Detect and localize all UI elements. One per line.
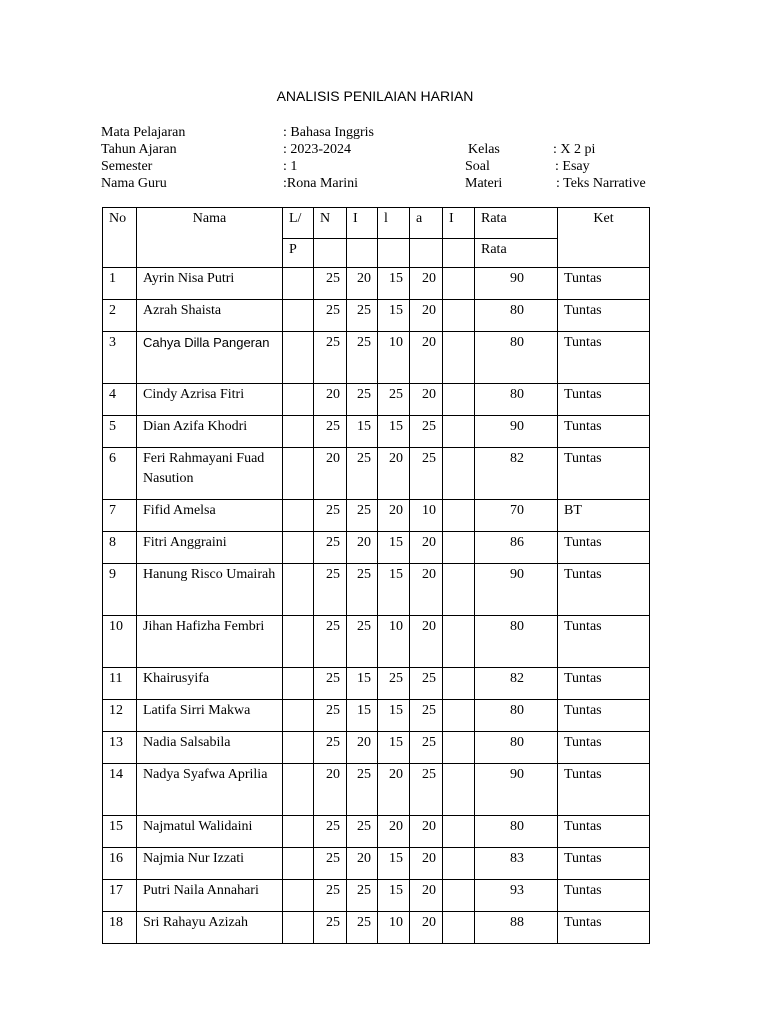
row-score-4: 20: [410, 848, 443, 880]
row-score-1: 25: [314, 500, 347, 532]
row-score-2: 25: [347, 300, 378, 332]
row-score-1: 25: [314, 616, 347, 668]
row-rata: 70: [475, 500, 558, 532]
row-lp: [283, 416, 314, 448]
row-lp: [283, 332, 314, 384]
row-score-1: 20: [314, 764, 347, 816]
table-row: [103, 880, 650, 912]
row-score-3: 15: [378, 268, 410, 300]
header-rata-bottom: Rata: [475, 239, 558, 268]
header-nilai-3: l: [378, 208, 410, 239]
row-score-3: 25: [378, 384, 410, 416]
row-no: 18: [103, 912, 137, 944]
table-row: [103, 564, 650, 616]
row-score-4: 25: [410, 416, 443, 448]
row-score-3: 20: [378, 500, 410, 532]
table-row: [103, 532, 650, 564]
row-score-4: 20: [410, 332, 443, 384]
header-nilai-5: I: [443, 208, 475, 239]
table-row: [103, 732, 650, 764]
row-score-2: 25: [347, 500, 378, 532]
table-row: [103, 848, 650, 880]
row-score-3: 15: [378, 700, 410, 732]
table-row: [103, 764, 650, 816]
row-score-5: [443, 880, 475, 912]
row-no: 1: [103, 268, 137, 300]
row-score-4: 20: [410, 268, 443, 300]
row-rata: 83: [475, 848, 558, 880]
row-no: 4: [103, 384, 137, 416]
row-no: 2: [103, 300, 137, 332]
row-score-4: 20: [410, 616, 443, 668]
row-score-2: 20: [347, 732, 378, 764]
row-lp: [283, 764, 314, 816]
row-score-2: 15: [347, 668, 378, 700]
row-score-2: 25: [347, 764, 378, 816]
row-score-3: 25: [378, 668, 410, 700]
header-nilai-2: I: [347, 208, 378, 239]
table-row: [103, 816, 650, 848]
row-score-4: 20: [410, 384, 443, 416]
semester-value: : 1: [283, 159, 298, 174]
row-score-3: 15: [378, 300, 410, 332]
row-rata: 80: [475, 300, 558, 332]
row-score-3: 20: [378, 764, 410, 816]
row-score-1: 25: [314, 332, 347, 384]
row-ket: Tuntas: [558, 912, 650, 944]
row-score-5: [443, 332, 475, 384]
table-row: [103, 332, 650, 384]
guru-value: :Rona Marini: [283, 176, 359, 191]
header-nilai-1: N: [314, 208, 347, 239]
row-score-3: 15: [378, 732, 410, 764]
row-score-1: 20: [314, 384, 347, 416]
materi-value: : Teks Narrative: [556, 176, 646, 191]
row-score-4: 25: [410, 700, 443, 732]
row-score-5: [443, 268, 475, 300]
row-nama: Sri Rahayu Azizah: [137, 912, 283, 944]
row-score-2: 25: [347, 332, 378, 384]
row-score-4: 25: [410, 764, 443, 816]
row-score-1: 25: [314, 732, 347, 764]
row-rata: 80: [475, 732, 558, 764]
row-score-3: 10: [378, 332, 410, 384]
row-ket: Tuntas: [558, 668, 650, 700]
page-title: ANALISIS PENILAIAN HARIAN: [276, 88, 474, 104]
row-rata: 90: [475, 416, 558, 448]
row-score-3: 15: [378, 532, 410, 564]
table-row: [103, 616, 650, 668]
row-score-3: 15: [378, 848, 410, 880]
table-row: [103, 912, 650, 944]
row-nama: Cindy Azrisa Fitri: [137, 384, 283, 416]
row-score-4: 20: [410, 300, 443, 332]
row-ket: Tuntas: [558, 764, 650, 816]
row-rata: 90: [475, 564, 558, 616]
row-rata: 80: [475, 332, 558, 384]
row-lp: [283, 732, 314, 764]
row-rata: 80: [475, 816, 558, 848]
table-row: [103, 448, 650, 500]
row-score-1: 25: [314, 416, 347, 448]
row-nama: Najmia Nur Izzati: [137, 848, 283, 880]
row-no: 14: [103, 764, 137, 816]
row-rata: 80: [475, 616, 558, 668]
row-nama: Hanung Risco Umairah: [137, 564, 283, 616]
row-nama: Ayrin Nisa Putri: [137, 268, 283, 300]
row-ket: Tuntas: [558, 564, 650, 616]
row-nama: Jihan Hafizha Fembri: [137, 616, 283, 668]
row-score-5: [443, 564, 475, 616]
header-nilai-4: a: [410, 208, 443, 239]
row-rata: 90: [475, 764, 558, 816]
row-score-5: [443, 532, 475, 564]
row-score-2: 25: [347, 384, 378, 416]
semester-label: Semester: [101, 159, 153, 174]
row-rata: 88: [475, 912, 558, 944]
table-row: [103, 300, 650, 332]
soal-value: : Esay: [555, 159, 590, 174]
row-score-2: 25: [347, 816, 378, 848]
header-row-1: [103, 208, 650, 239]
table-row: [103, 668, 650, 700]
row-ket: Tuntas: [558, 732, 650, 764]
row-ket: Tuntas: [558, 448, 650, 500]
row-score-5: [443, 616, 475, 668]
row-score-4: 20: [410, 816, 443, 848]
row-nama: Putri Naila Annahari: [137, 880, 283, 912]
row-score-4: 25: [410, 448, 443, 500]
row-no: 7: [103, 500, 137, 532]
row-nama: Cahya Dilla Pangeran: [137, 332, 283, 384]
row-rata: 93: [475, 880, 558, 912]
row-ket: Tuntas: [558, 300, 650, 332]
score-table: [102, 207, 650, 944]
row-no: 15: [103, 816, 137, 848]
row-score-4: 20: [410, 564, 443, 616]
row-lp: [283, 848, 314, 880]
row-no: 10: [103, 616, 137, 668]
row-lp: [283, 268, 314, 300]
row-lp: [283, 500, 314, 532]
table-row: [103, 384, 650, 416]
row-score-3: 20: [378, 816, 410, 848]
row-ket: Tuntas: [558, 616, 650, 668]
row-score-4: 10: [410, 500, 443, 532]
row-score-4: 20: [410, 532, 443, 564]
table-row: [103, 268, 650, 300]
header-ket: Ket: [558, 208, 650, 268]
row-rata: 90: [475, 268, 558, 300]
table-row: [103, 700, 650, 732]
row-no: 5: [103, 416, 137, 448]
row-nama: Latifa Sirri Makwa: [137, 700, 283, 732]
row-lp: [283, 668, 314, 700]
row-score-4: 20: [410, 912, 443, 944]
row-score-1: 25: [314, 700, 347, 732]
row-score-5: [443, 700, 475, 732]
row-ket: Tuntas: [558, 268, 650, 300]
row-score-5: [443, 764, 475, 816]
row-score-1: 25: [314, 268, 347, 300]
header-rata-top: Rata: [475, 208, 558, 239]
row-score-5: [443, 912, 475, 944]
row-score-5: [443, 848, 475, 880]
row-score-2: 15: [347, 700, 378, 732]
row-nama: Azrah Shaista: [137, 300, 283, 332]
row-nama: Khairusyifa: [137, 668, 283, 700]
row-score-5: [443, 816, 475, 848]
row-score-2: 25: [347, 616, 378, 668]
row-nama: Feri Rahmayani Fuad Nasution: [137, 448, 283, 500]
mapel-value: : Bahasa Inggris: [283, 125, 374, 140]
row-nama: Nadya Syafwa Aprilia: [137, 764, 283, 816]
row-score-3: 15: [378, 416, 410, 448]
tahun-value: : 2023-2024: [283, 142, 352, 157]
row-score-5: [443, 416, 475, 448]
row-score-4: 25: [410, 668, 443, 700]
row-no: 6: [103, 448, 137, 500]
row-score-4: 25: [410, 732, 443, 764]
row-score-5: [443, 668, 475, 700]
row-rata: 80: [475, 384, 558, 416]
row-ket: Tuntas: [558, 848, 650, 880]
header-nama: Nama: [137, 208, 283, 268]
row-score-5: [443, 732, 475, 764]
header-lp-bottom: P: [283, 239, 314, 268]
row-score-1: 25: [314, 848, 347, 880]
row-no: 12: [103, 700, 137, 732]
kelas-value: : X 2 pi: [553, 142, 596, 157]
row-score-2: 15: [347, 416, 378, 448]
row-score-3: 10: [378, 912, 410, 944]
row-score-2: 20: [347, 268, 378, 300]
row-score-2: 25: [347, 912, 378, 944]
row-score-3: 20: [378, 448, 410, 500]
row-score-1: 25: [314, 816, 347, 848]
materi-label: Materi: [465, 176, 503, 191]
row-lp: [283, 700, 314, 732]
row-lp: [283, 532, 314, 564]
row-lp: [283, 616, 314, 668]
row-ket: Tuntas: [558, 384, 650, 416]
row-score-3: 15: [378, 564, 410, 616]
table-row: [103, 500, 650, 532]
row-score-1: 20: [314, 448, 347, 500]
row-score-2: 25: [347, 880, 378, 912]
row-lp: [283, 384, 314, 416]
row-no: 13: [103, 732, 137, 764]
row-no: 16: [103, 848, 137, 880]
kelas-label: Kelas: [468, 142, 500, 157]
row-nama: Fifid Amelsa: [137, 500, 283, 532]
tahun-label: Tahun Ajaran: [101, 142, 177, 157]
row-lp: [283, 816, 314, 848]
row-rata: 82: [475, 668, 558, 700]
mapel-label: Mata Pelajaran: [101, 125, 186, 140]
row-score-1: 25: [314, 564, 347, 616]
row-score-5: [443, 300, 475, 332]
row-lp: [283, 448, 314, 500]
row-no: 3: [103, 332, 137, 384]
row-score-5: [443, 448, 475, 500]
row-score-1: 25: [314, 300, 347, 332]
row-no: 11: [103, 668, 137, 700]
header-no: No: [103, 208, 137, 268]
row-score-2: 20: [347, 532, 378, 564]
row-nama: Fitri Anggraini: [137, 532, 283, 564]
row-score-2: 20: [347, 848, 378, 880]
row-rata: 80: [475, 700, 558, 732]
row-lp: [283, 300, 314, 332]
row-score-4: 20: [410, 880, 443, 912]
row-rata: 86: [475, 532, 558, 564]
row-score-3: 15: [378, 880, 410, 912]
table-row: [103, 416, 650, 448]
header-lp-top: L/: [283, 208, 314, 239]
row-nama: Najmatul Walidaini: [137, 816, 283, 848]
guru-label: Nama Guru: [101, 176, 167, 191]
row-score-1: 25: [314, 880, 347, 912]
row-ket: Tuntas: [558, 816, 650, 848]
row-score-1: 25: [314, 912, 347, 944]
row-score-1: 25: [314, 668, 347, 700]
row-ket: Tuntas: [558, 880, 650, 912]
row-ket: Tuntas: [558, 532, 650, 564]
row-score-2: 25: [347, 564, 378, 616]
row-ket: BT: [558, 500, 650, 532]
row-nama: Nadia Salsabila: [137, 732, 283, 764]
row-score-1: 25: [314, 532, 347, 564]
row-score-5: [443, 384, 475, 416]
row-no: 9: [103, 564, 137, 616]
row-nama: Dian Azifa Khodri: [137, 416, 283, 448]
row-lp: [283, 880, 314, 912]
soal-label: Soal: [465, 159, 490, 174]
row-rata: 82: [475, 448, 558, 500]
row-score-3: 10: [378, 616, 410, 668]
row-ket: Tuntas: [558, 700, 650, 732]
row-score-5: [443, 500, 475, 532]
row-no: 8: [103, 532, 137, 564]
row-score-2: 25: [347, 448, 378, 500]
row-ket: Tuntas: [558, 332, 650, 384]
row-ket: Tuntas: [558, 416, 650, 448]
row-lp: [283, 564, 314, 616]
row-lp: [283, 912, 314, 944]
row-no: 17: [103, 880, 137, 912]
